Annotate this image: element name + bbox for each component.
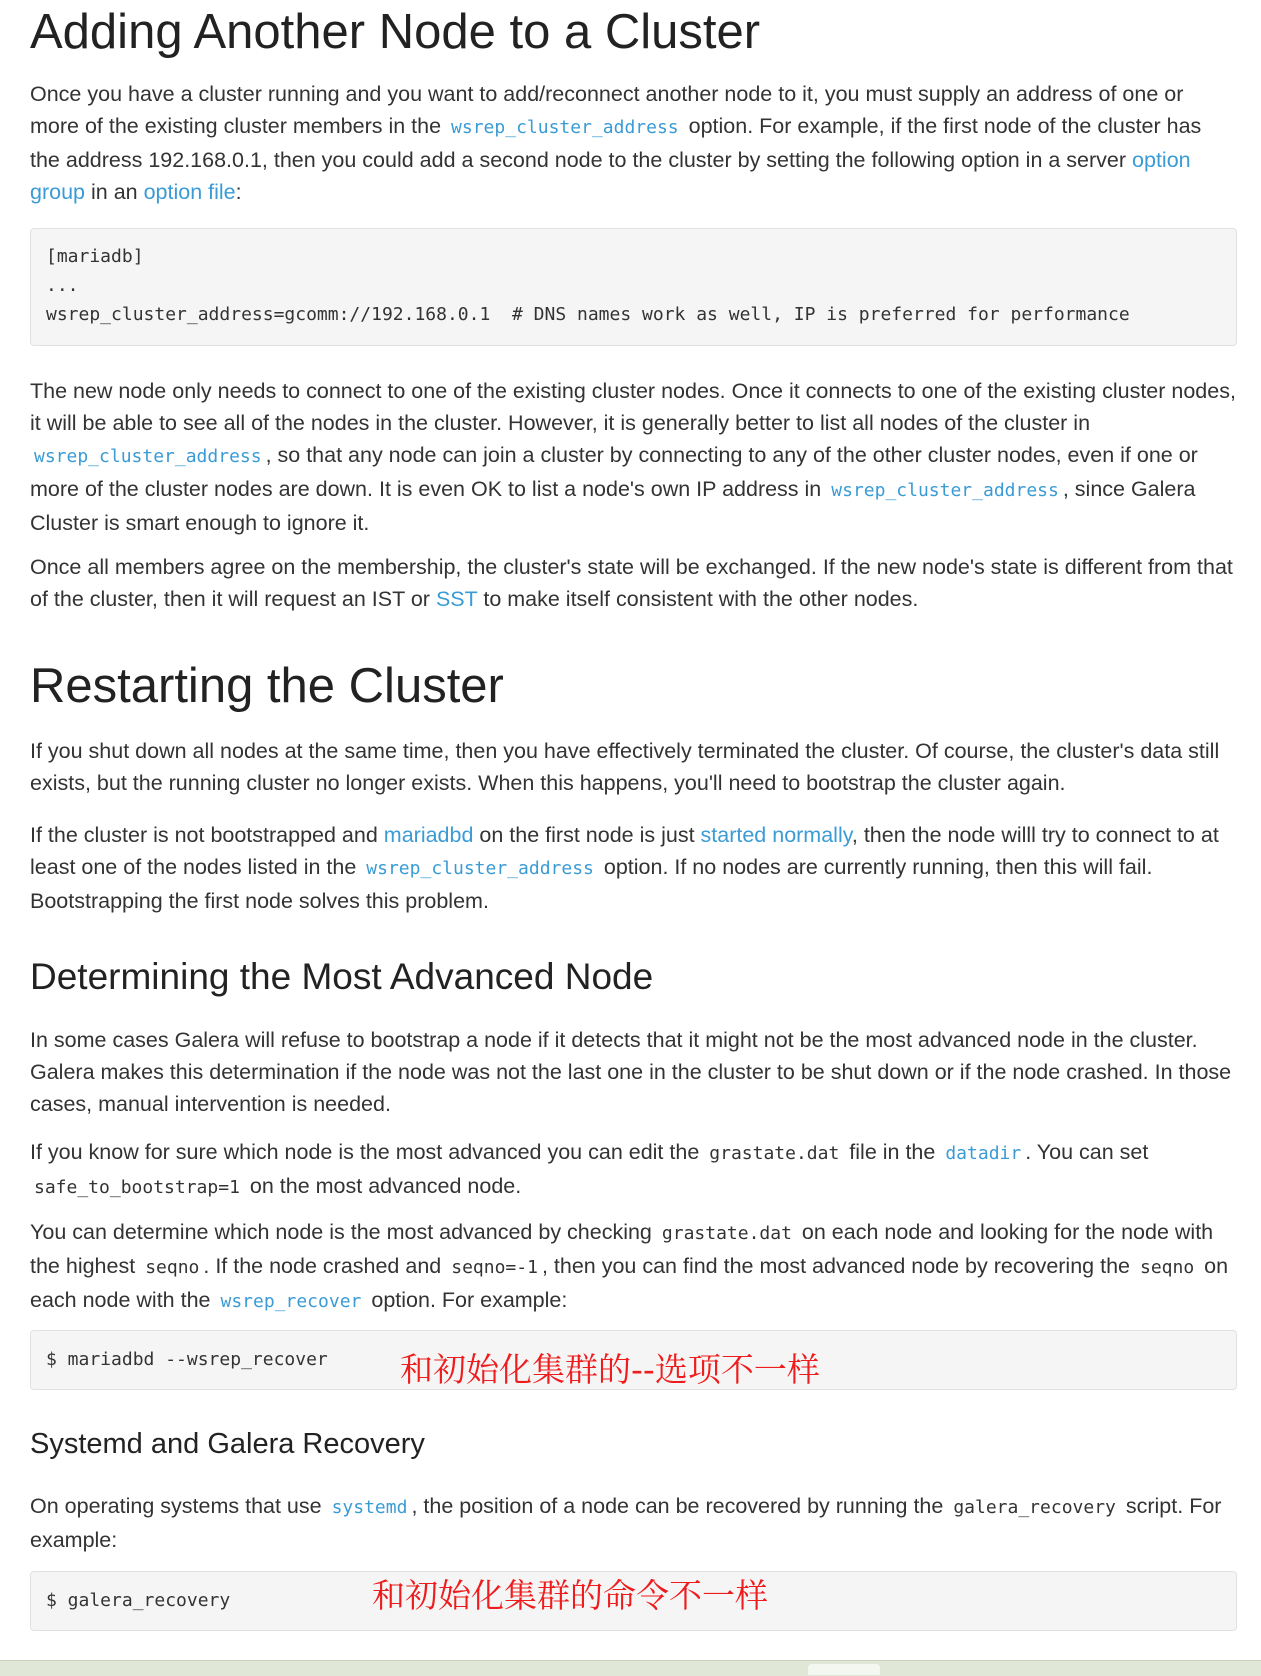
link-option-file[interactable]: option file: [143, 180, 236, 204]
code-datadir[interactable]: datadir: [945, 1143, 1022, 1164]
code-line: ...: [46, 275, 79, 296]
paragraph-determine-advanced-node: You can determine which node is the most advanced by checking grastate.dat on each node and looking for the node with the highest seqno . If the node crashed and seqno=-1 , then you can find the most advanced node by recovering the seqno on each node with the wsrep_recover option. For example:: [30, 1220, 1229, 1312]
paragraph-edit-grastate: If you know for sure which node is the most advanced you can edit the grastate.dat file in the datadir . You can set safe_to_bootstrap=1 on the most advanced node.: [30, 1140, 1149, 1198]
paragraph-systemd-recovery: On operating systems that use systemd , the position of a node can be recovered by running the galera_recovery script. For example:: [30, 1494, 1222, 1552]
heading-most-advanced-node: Determining the Most Advanced Node: [30, 956, 654, 997]
paragraph-connect-existing-nodes: The new node only needs to connect to one of the existing cluster nodes. Once it connects to one of the existing cluster nodes, it will be able to see all of the nodes in the cluster. However, it is generally better to list all nodes of the cluster in wsrep_cluster_address , so that any node can join a cluster by connecting to any of the other cluster nodes, even if one or more of the cluster nodes are down. It is even OK to list a node's own IP address in wsrep_cluster_address , since Galera Cluster is smart enough to ignore it.: [30, 379, 1236, 535]
annotation-recover-note: 和初始化集群的--选项不一样: [400, 1350, 820, 1389]
heading-restarting-cluster: Restarting the Cluster: [30, 659, 504, 713]
code-galera-recovery: galera_recovery: [953, 1497, 1116, 1518]
paragraph-add-node-intro: Once you have a cluster running and you want to add/reconnect another node to it, you must supply an address of one or more of the existing cluster members in the wsrep_cluster_address option. For example, if the first node of the cluster has the address 192.168.0.1, then you could add a second node to the cluster by setting the following option in a server option group in an option file:: [30, 82, 1202, 204]
code-line: [mariadb]: [46, 246, 144, 267]
code-wsrep-recover[interactable]: wsrep_recover: [220, 1291, 362, 1312]
code-grastate-dat: grastate.dat: [661, 1223, 792, 1244]
code-line: wsrep_cluster_address=gcomm://192.168.0.1 # DNS names work as well, IP is preferred for performance: [46, 304, 1130, 325]
taskbar-strip: [0, 1660, 1261, 1676]
link-started-normally[interactable]: started normally: [700, 823, 852, 847]
code-wsrep-cluster-address[interactable]: wsrep_cluster_address: [451, 117, 679, 138]
paragraph-bootstrap-first-node: If the cluster is not bootstrapped and mariadbd on the first node is just started normally, then the node willl try to connect to at least one of the nodes listed in the wsrep_cluster_address option. If no nodes are currently running, then this will fail. Bootstrapping the first node solves this problem.: [30, 823, 1219, 913]
code-wsrep-cluster-address[interactable]: wsrep_cluster_address: [366, 858, 594, 879]
code-seqno: seqno: [1139, 1257, 1195, 1278]
code-systemd[interactable]: systemd: [331, 1497, 408, 1518]
code-wsrep-cluster-address[interactable]: wsrep_cluster_address: [831, 480, 1059, 501]
code-grastate-dat: grastate.dat: [709, 1143, 840, 1164]
paragraph-membership-state: Once all members agree on the membership, the cluster's state will be exchanged. If the new node's state is different from that of the cluster, then it will request an IST or SST to make itself consistent with the other nodes.: [30, 555, 1233, 611]
taskbar-tab[interactable]: [808, 1664, 880, 1675]
code-line: $ mariadbd --wsrep_recover: [46, 1349, 328, 1370]
heading-systemd-galera-recovery: Systemd and Galera Recovery: [30, 1428, 425, 1460]
code-block-mariadb-config: [30, 228, 1237, 346]
code-seqno: seqno: [145, 1257, 200, 1278]
heading-adding-node: Adding Another Node to a Cluster: [30, 5, 761, 59]
paragraph-shut-down-all-nodes: If you shut down all nodes at the same time, then you have effectively terminated the cluster. Of course, the cluster's data still exists, but the running cluster no longer exists. When this happens, you'll need to bootstrap the cluster again.: [30, 739, 1220, 795]
code-safe-to-bootstrap: safe_to_bootstrap=1: [34, 1177, 240, 1198]
link-sst[interactable]: SST: [435, 587, 478, 611]
annotation-command-note: 和初始化集群的命令不一样: [372, 1576, 768, 1615]
code-wsrep-cluster-address[interactable]: wsrep_cluster_address: [34, 446, 262, 467]
link-option-group[interactable]: option group: [30, 148, 1191, 204]
code-seqno-minus-one: seqno=-1: [451, 1257, 538, 1278]
link-mariadbd[interactable]: mariadbd: [383, 823, 474, 847]
paragraph-galera-refuse-bootstrap: In some cases Galera will refuse to bootstrap a node if it detects that it might not be the most advanced node in the cluster. Galera makes this determination if the node was not the last one in the cluster to be shut down or if the node crashed. In those cases, manual intervention is needed.: [30, 1028, 1232, 1116]
code-line: $ galera_recovery: [46, 1590, 231, 1611]
